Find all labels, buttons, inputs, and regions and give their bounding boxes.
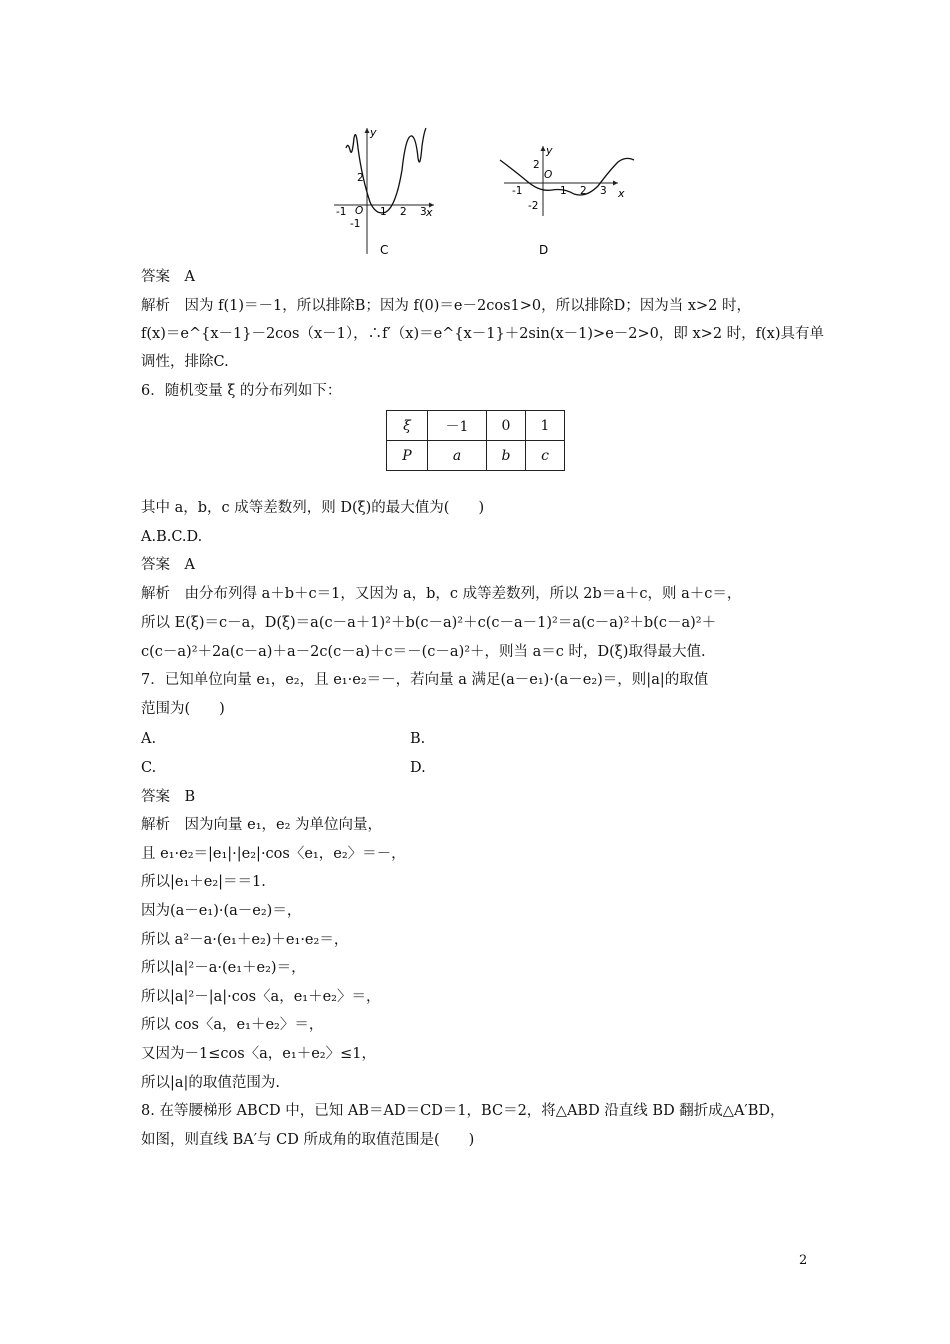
table-cell: c: [526, 441, 565, 471]
analysis-q6-line2: 所以 E(ξ)＝c－a，D(ξ)＝a(c－a＋1)²＋b(c－a)²＋c(c－a－1)²＝a(c－a)²＋b(c－a)²＋: [141, 615, 717, 631]
table-row: [387, 441, 565, 471]
answer-q7: 答案 B: [141, 789, 196, 805]
graph-d-tick-y: 2: [533, 159, 540, 171]
table-cell: P: [387, 441, 428, 471]
graph-d-origin: O: [544, 169, 553, 181]
graph-c: [330, 124, 440, 259]
question-6-stem: 其中 a，b，c 成等差数列，则 D(ξ)的最大值为( ): [141, 500, 485, 516]
table-cell: a: [428, 441, 487, 471]
analysis-q7-line5: 所以 a²－a·(e₁＋e₂)＋e₁·e₂＝，: [141, 932, 349, 948]
table-cell: 1: [526, 411, 565, 441]
q7-option-b: B.: [410, 731, 426, 747]
answer-q6: 答案 A: [141, 557, 195, 573]
figure-d: [498, 142, 638, 259]
graph-c-y-label: y: [370, 126, 377, 139]
question-8-line1: 8. 在等腰梯形 ABCD 中，已知 AB＝AD＝CD＝1，BC＝2，将△ABD 沿直线 BD 翻折成△A′BD，: [141, 1103, 785, 1119]
graph-d-tick-y: -2: [528, 200, 539, 212]
q7-option-d: D.: [410, 760, 426, 776]
analysis-q6-line1: 解析 由分布列得 a＋b＋c＝1，又因为 a，b，c 成等差数列，所以 2b＝a＋c，则 a＋c＝，: [141, 586, 742, 602]
q7-option-c: C.: [141, 760, 157, 776]
table-cell: b: [487, 441, 526, 471]
graph-c-tick-x: 3: [420, 206, 427, 218]
table-cell: －1: [428, 411, 487, 441]
graph-d-y-label: y: [546, 144, 553, 157]
graph-c-tick-y: -1: [350, 218, 361, 230]
question-7-line2: 范围为( ): [141, 701, 225, 717]
table-cell: 0: [487, 411, 526, 441]
table-row: [387, 411, 565, 441]
graph-c-origin: O: [355, 205, 364, 217]
distribution-table: [386, 410, 565, 471]
analysis-q5-line1: 解析 因为 f(1)＝－1，所以排除B；因为 f(0)＝e－2cos1>0，所以排除D；因为当 x>2 时，: [141, 298, 752, 314]
analysis-q5-line3: 调性，排除C.: [141, 354, 229, 370]
graph-d-tick-x: 3: [600, 185, 607, 197]
page-number: 2: [799, 1253, 808, 1268]
question-7-line1: 7．已知单位向量 e₁，e₂，且 e₁·e₂＝－，若向量 a 满足(a－e₁)·(a－e₂)＝，则|a|的取值: [141, 672, 709, 688]
answer-q5: 答案 A: [141, 269, 195, 285]
analysis-q5-line2: f(x)＝e^{x－1}－2cos（x－1），∴f′（x)＝e^{x－1}＋2sin(x－1)>e－2>0，即 x>2 时，f(x)具有单: [141, 326, 825, 342]
question-6: 6．随机变量 ξ 的分布列如下：: [141, 383, 342, 399]
graph-c-caption: C: [380, 243, 389, 257]
analysis-q7-line10: 所以|a|的取值范围为.: [141, 1075, 281, 1091]
q7-option-a: A.: [141, 731, 157, 747]
graph-d-x-label: x: [618, 187, 625, 200]
analysis-q7-line1: 解析 因为向量 e₁，e₂ 为单位向量，: [141, 817, 383, 833]
figure-c: [330, 124, 440, 259]
table-cell: ξ: [387, 411, 428, 441]
graph-d-tick-x: 1: [560, 185, 567, 197]
graph-d: [498, 142, 638, 259]
question-6-options: A.B.C.D.: [141, 529, 203, 545]
graph-c-tick-x: 2: [400, 206, 407, 218]
analysis-q7-line7: 所以|a|²－|a|·cos〈a，e₁＋e₂〉＝，: [141, 989, 381, 1005]
graph-c-x-label: x: [426, 206, 433, 219]
graph-d-tick-x: 2: [580, 185, 587, 197]
analysis-q7-line2: 且 e₁·e₂＝|e₁|·|e₂|·cos〈e₁，e₂〉＝－，: [141, 846, 406, 862]
analysis-q7-line3: 所以|e₁＋e₂|＝＝1.: [141, 874, 266, 890]
analysis-q7-line8: 所以 cos〈a，e₁＋e₂〉＝，: [141, 1017, 324, 1033]
graph-d-tick-x: -1: [512, 185, 523, 197]
analysis-q7-line9: 又因为－1≤cos〈a，e₁＋e₂〉≤1，: [141, 1046, 376, 1062]
analysis-q7-line4: 因为(a－e₁)·(a－e₂)＝，: [141, 903, 302, 919]
graph-c-tick-x: -1: [336, 206, 347, 218]
analysis-q6-line3: c(c－a)²＋2a(c－a)＋a－2c(c－a)＋c＝－(c－a)²＋，则当 a＝c 时，D(ξ)取得最大值.: [141, 644, 706, 660]
graph-c-tick-y: 2: [357, 172, 364, 184]
analysis-q7-line6: 所以|a|²－a·(e₁＋e₂)＝，: [141, 960, 306, 976]
graph-c-tick-x: 1: [380, 206, 387, 218]
question-8-line2: 如图，则直线 BA′与 CD 所成角的取值范围是( ): [141, 1132, 475, 1148]
graph-d-caption: D: [539, 243, 549, 257]
